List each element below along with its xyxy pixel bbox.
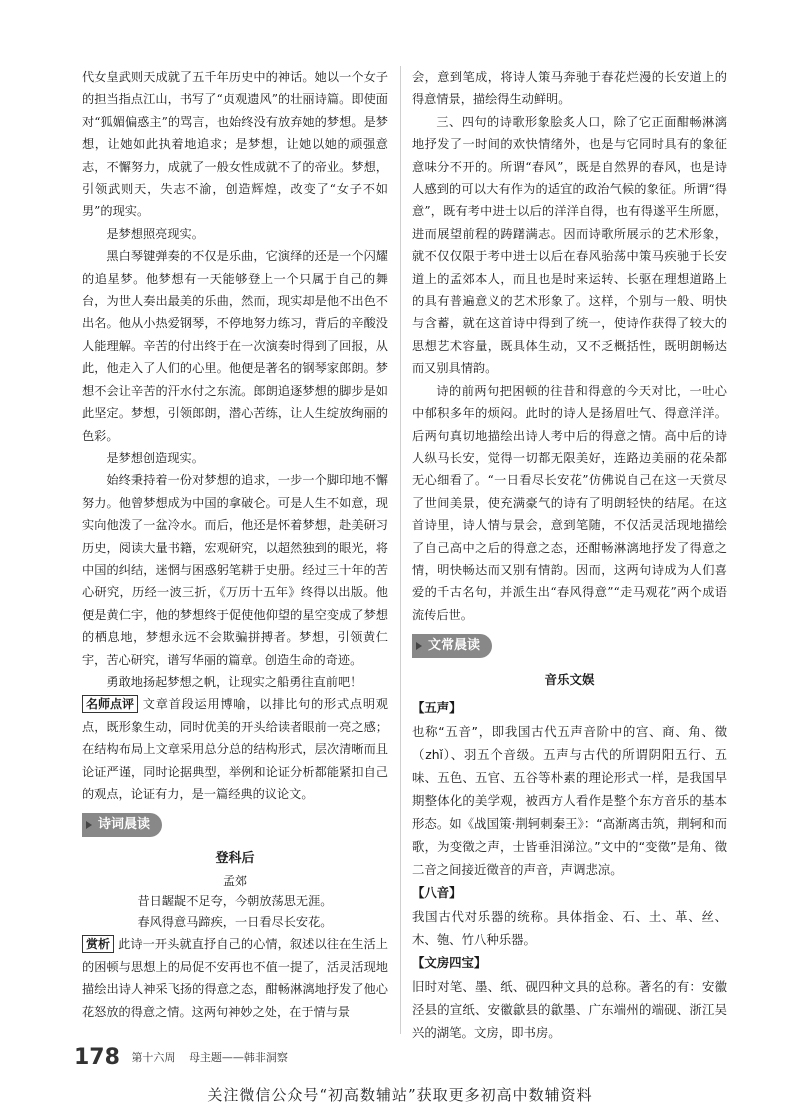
- text-eight-sounds: 我国古代对乐器的统称。具体指金、石、土、革、丝、木、匏、竹八种乐器。: [412, 909, 727, 948]
- right-column: [412, 66, 727, 1044]
- section-header-literature: 文常晨读: [412, 634, 492, 658]
- left-paragraph-3: 黑白琴键弹奏的不仅是乐曲，它演绎的还是一个闪耀的追星梦。他梦想有一天能够登上一个只属于自己的舞台，为世人奏出最美的乐曲，然而，现实却是他不出色不出名。他从小热爱钢琴，不停地努力练习，背后的辛酸没人能理解。辛苦的付出终于在一次演奏时得到了回报，从此，他走入了人们的心里。他便是著名的钢琴家郎朗。梦想不会让辛苦的汗水付之东流。郎朗追逐梦想的脚步是如此坚定。梦想，引领郎朗，潜心苦练，让人生绽放绚丽的色彩。: [82, 249, 388, 443]
- left-paragraph-5: 始终秉持着一份对梦想的追求，一步一个脚印地不懈努力。他曾梦想成为中国的拿破仑。可是人生不如意，现实向他泼了一盆冷水。而后，他还是怀着梦想，赴美研习历史，阅读大量书籍，宏观研究，以超然独到的眼光，将中国的纠结，迷惘与困惑躬笔耕于史册。经过三十年的苦心研究，历经一波三折，《万历十五年》终得以出版。他便是黄仁宇，他的梦想终于促使他仰望的星空变成了梦想的栖息地，梦想永远不会欺骗拼搏者。梦想，引领黄仁宇，苦心研究，谱写华丽的篇章。创造生命的奇迹。: [82, 473, 388, 667]
- left-paragraph-2: 是梦想照亮现实。: [106, 226, 204, 241]
- heading-eight-sounds: 【八音】: [412, 885, 462, 901]
- heading-four-treasures: 【文房四宝】: [412, 955, 487, 971]
- reference-title: 音乐文娱: [544, 672, 595, 688]
- comment-text: 文章首段运用博喻，以排比句的形式点明观点，既形象生动，同时优美的开头给读者眼前一亮之感；在结构布局上文章采用总分总的结构形式，层次清晰而且论证严谨，同时论据典型，举例和论证分析都能紧扣自己的观点，论证有力，是一篇经典的议论文。: [82, 697, 388, 801]
- bottom-banner: 关注微信公众号“初高数辅站”获取更多初高中数辅资料: [207, 1086, 593, 1104]
- appreciation-tag: 赏析: [82, 935, 114, 953]
- heading-five-tones: 【五声】: [412, 700, 462, 716]
- left-paragraph-4: 是梦想创造现实。: [106, 450, 204, 465]
- footer-theme: 母主题——韩非洞察: [188, 1051, 288, 1064]
- teacher-comment: [82, 693, 388, 805]
- text-four-treasures: 旧时对笔、墨、纸、砚四种文具的总称。著名的有：安徽泾县的宣纸、安徽歙县的歙墨、广东端州的端砚、浙江吴兴的湖笔。文房，即书房。: [412, 979, 727, 1041]
- section-header-poetry: 诗词晨读: [82, 813, 162, 837]
- poem-line-1: 昔日龌龊不足夸，今朝放荡思无涯。: [137, 894, 333, 909]
- column-divider: [400, 66, 401, 1034]
- poem-author: 孟郊: [222, 874, 247, 889]
- poem-appreciation: [82, 933, 388, 1023]
- text-five-tones: 也称“五音”，即我国古代五声音阶中的宫、商、角、徵（zhǐ）、羽五个音级。五声与古代的所谓阴阳五行、五味、五色、五官、五谷等朴素的理论形式一样，是我国早期整体化的美学观，被西方人看作是整个东方音乐的基本形态。如《战国策·荆轲刺秦王》：“高渐离击筑，荆轲和而歌，为变徵之声，士皆垂泪涕泣。”文中的“变徵”是角、徵二音之间接近徵音的声音，声调悲凉。: [412, 724, 727, 878]
- right-paragraph-1: 会，意到笔成，将诗人策马奔驰于春花烂漫的长安道上的得意情景，描绘得生动鲜明。: [412, 70, 727, 107]
- appreciation-text: 此诗一开头就直抒自己的心情，叙述以往在生活上的困顿与思想上的局促不安再也不值一提了，活灵活现地描绘出诗人神采飞扬的得意之态，酣畅淋漓地抒发了他心花怒放的得意之情。这两句神妙之处，在于情与景: [82, 937, 388, 1019]
- left-paragraph-1: 代女皇武则天成就了五千年历史中的神话。她以一个女子的担当指点江山，书写了“贞观遗风”的壮丽诗篇。即使面对“狐媚偏惑主”的骂言，也始终没有放弃她的梦想。是梦想，让她如此执着地追求；是梦想，让她以她的顽强意志，不懈努力，成就了一般女性成就不了的帝业。梦想，引领武则天，失志不渝，创造辉煌，改变了“女子不如男”的现实。: [82, 70, 388, 219]
- right-paragraph-3: 诗的前两句把困顿的往昔和得意的今天对比，一吐心中郁积多年的烦闷。此时的诗人是扬眉吐气、得意洋洋。后两句真切地描绘出诗人考中后的得意之情。高中后的诗人纵马长安，觉得一切都无限美好，连路边美丽的花朵都无心细看了。“一日看尽长安花”仿佛说自己在这一天赏尽了世间美景，使充满豪气的诗有了明朗轻快的结尾。在这首诗里，诗人情与景会，意到笔随，不仅活灵活现地描绘了自己高中之后的得意之态，还酣畅淋漓地抒发了得意之情，明快畅达而又别有情韵。因而，这两句诗成为人们喜爱的千古名句，并派生出“春风得意”“走马观花”两个成语流传后世。: [412, 383, 727, 622]
- page-footer: [74, 1045, 288, 1070]
- poem-title: 登科后: [215, 851, 255, 867]
- page-number: 178: [74, 1045, 120, 1070]
- right-paragraph-2: 三、四句的诗歌形象脍炙人口，除了它正面酣畅淋漓地抒发了一时间的欢快情绪外，也是与它同时具有的象征意味分不开的。所谓“春风”，既是自然界的春风，也是诗人感到的可以大有作为的适宜的政治气候的象征。所谓“得意”，既有考中进士以后的洋洋自得，也有得遂平生所愿，进而展望前程的踌躇满志。因而诗歌所展示的艺术形象，就不仅仅限于考中进士以后在春风骀荡中策马疾驰于长安道上的孟郊本人，而且也是时来运转、长驱在理想道路上的具有普遍意义的艺术形象了。这样，个别与一般、明快与含蓄，就在这首诗中得到了统一，使诗作获得了较大的思想艺术容量，既具体生动，又不乏概括性，既明朗畅达而又别具情韵。: [412, 114, 727, 376]
- poem-line-2: 春风得意马蹄疾，一日看尽长安花。: [137, 915, 333, 930]
- left-column: [82, 66, 388, 1023]
- left-paragraph-6: 勇敢地扬起梦想之帆，让现实之船勇往直前吧！: [106, 674, 363, 689]
- comment-tag: 名师点评: [82, 695, 138, 713]
- footer-week: 第十六周: [131, 1051, 176, 1064]
